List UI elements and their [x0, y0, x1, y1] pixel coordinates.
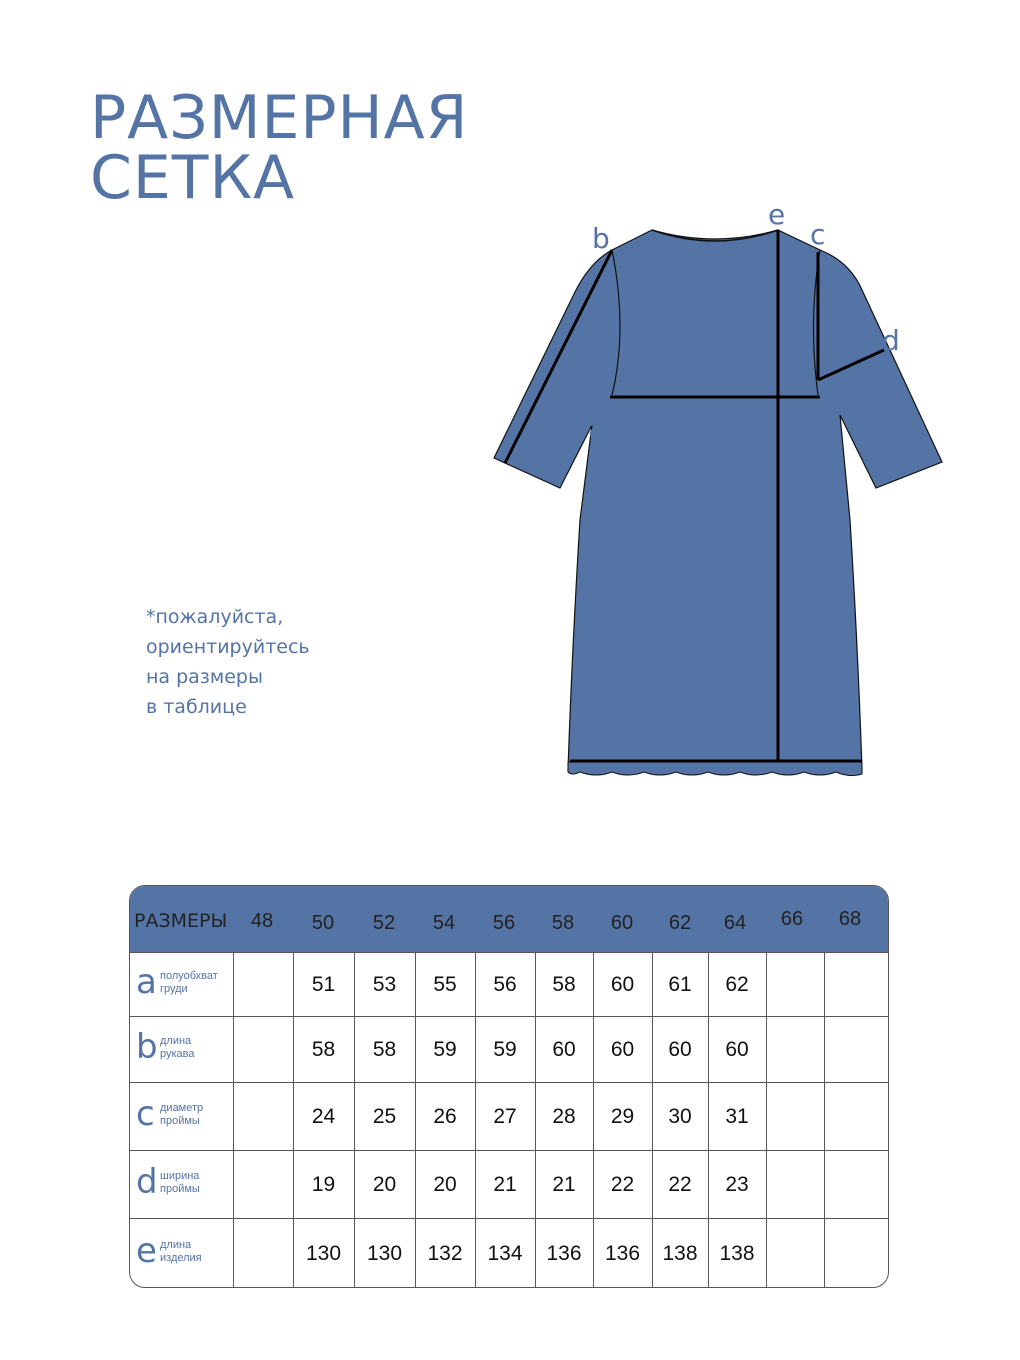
- size-header-58: 58: [551, 912, 575, 934]
- row-description-line-1: длина: [160, 1035, 192, 1047]
- table-cell: 61: [668, 973, 692, 996]
- table-cell: 19: [311, 1173, 336, 1196]
- table-row: [130, 1219, 889, 1288]
- note-line-1: *пожалуйста,: [146, 606, 284, 628]
- table-cell: 25: [372, 1105, 397, 1128]
- sizes-header-label: РАЗМЕРЫ: [134, 910, 228, 932]
- title-line-1: РАЗМЕРНАЯ: [90, 83, 469, 153]
- size-header-64: 64: [723, 912, 747, 934]
- row-description: [160, 1102, 203, 1128]
- table-cell: 60: [610, 973, 635, 996]
- table-cell: 138: [719, 1241, 755, 1265]
- size-header-56: 56: [492, 912, 516, 934]
- row-description: [160, 970, 218, 996]
- row-label: [130, 1219, 233, 1288]
- table-cell: 26: [433, 1105, 457, 1128]
- column-divider: [354, 953, 355, 1287]
- column-divider: [652, 953, 653, 1287]
- table-cell: 55: [433, 973, 457, 996]
- table-cell: 27: [493, 1105, 517, 1128]
- table-cell: 29: [610, 1105, 635, 1128]
- dress-silhouette: [494, 230, 942, 770]
- note-line-2: ориентируйтесь: [146, 636, 310, 658]
- table-row: [130, 1083, 889, 1151]
- row-description: [160, 1035, 195, 1061]
- table-row: [130, 1017, 889, 1083]
- row-description: [160, 1239, 202, 1265]
- table-cell: 53: [372, 973, 397, 996]
- column-divider: [593, 953, 594, 1287]
- table-cell: 130: [305, 1241, 342, 1265]
- dress-diagram: [480, 195, 960, 795]
- table-cell: 24: [311, 1105, 336, 1128]
- table-cell: 20: [433, 1173, 457, 1196]
- size-table-header: [130, 886, 889, 953]
- row-description-line-2: проймы: [160, 1115, 200, 1127]
- title-line-2: СЕТКА: [90, 143, 296, 213]
- label-a: a: [588, 412, 606, 445]
- row-description-line-2: проймы: [160, 1183, 200, 1195]
- size-header-68: 68: [838, 908, 862, 930]
- table-cell: 58: [311, 1038, 336, 1061]
- table-cell: 51: [311, 973, 336, 996]
- row-description-line-1: ширина: [160, 1170, 200, 1182]
- row-description-line-1: диаметр: [160, 1102, 204, 1114]
- table-cell: 60: [610, 1038, 635, 1061]
- column-divider: [475, 953, 476, 1287]
- row-label: [130, 1017, 233, 1082]
- table-cell: 132: [427, 1241, 463, 1265]
- table-cell: 22: [668, 1173, 692, 1196]
- label-d: d: [882, 324, 900, 357]
- label-c: c: [810, 218, 826, 251]
- row-description-line-1: длина: [160, 1238, 192, 1251]
- size-header-50: 50: [311, 912, 335, 934]
- table-cell: 59: [493, 1038, 517, 1061]
- column-divider: [766, 953, 767, 1287]
- table-cell: 60: [725, 1038, 749, 1061]
- row-letter: e: [136, 1230, 157, 1271]
- column-divider: [708, 953, 709, 1287]
- table-cell: 60: [668, 1038, 692, 1061]
- table-cell: 21: [552, 1173, 576, 1196]
- column-divider: [233, 953, 234, 1287]
- table-cell: 31: [725, 1105, 749, 1128]
- size-header-48: 48: [250, 910, 274, 932]
- table-cell: 62: [725, 973, 749, 996]
- table-cell: 23: [725, 1173, 749, 1196]
- label-b: b: [592, 222, 610, 255]
- page-title: [90, 83, 469, 213]
- row-letter: b: [136, 1027, 158, 1067]
- column-divider: [824, 953, 825, 1287]
- table-cell: 138: [662, 1241, 698, 1265]
- row-description-line-2: рукава: [160, 1048, 195, 1060]
- size-table: [129, 885, 889, 1288]
- column-divider: [293, 953, 294, 1287]
- table-cell: 30: [668, 1105, 692, 1128]
- table-cell: 21: [493, 1173, 517, 1196]
- table-cell: 20: [372, 1173, 397, 1196]
- size-header-60: 60: [610, 912, 634, 934]
- row-description-line-2: груди: [160, 983, 188, 995]
- hem-ruffle: [568, 762, 862, 776]
- label-e: e: [768, 198, 786, 231]
- column-divider: [535, 953, 536, 1287]
- column-divider: [415, 953, 416, 1287]
- table-cell: 28: [552, 1105, 576, 1128]
- table-cell: 58: [552, 973, 576, 996]
- size-header-62: 62: [668, 912, 692, 934]
- table-cell: 136: [604, 1241, 641, 1265]
- table-row: [130, 953, 889, 1017]
- row-letter: c: [136, 1094, 155, 1134]
- row-label: [130, 953, 233, 1016]
- table-cell: 136: [546, 1241, 582, 1265]
- table-cell: 134: [487, 1241, 523, 1265]
- row-description-line-1: полуобхват: [160, 970, 218, 982]
- note-line-4: в таблице: [146, 696, 247, 718]
- size-header-52: 52: [372, 912, 396, 934]
- row-letter: d: [136, 1162, 158, 1202]
- table-cell: 60: [552, 1038, 576, 1061]
- row-description: [160, 1170, 200, 1196]
- table-cell: 59: [433, 1038, 457, 1061]
- row-letter: a: [136, 962, 157, 1002]
- table-cell: 22: [610, 1173, 635, 1196]
- table-cell: 130: [366, 1241, 403, 1265]
- row-description-line-2: изделия: [160, 1251, 202, 1264]
- table-cell: 56: [493, 973, 517, 996]
- row-label: [130, 1151, 233, 1218]
- table-cell: 58: [372, 1038, 397, 1061]
- size-header-66: 66: [780, 908, 804, 930]
- table-row: [130, 1151, 889, 1219]
- row-label: [130, 1083, 233, 1150]
- note-line-3: на размеры: [146, 666, 263, 688]
- size-header-54: 54: [432, 912, 456, 934]
- size-note: [146, 602, 310, 722]
